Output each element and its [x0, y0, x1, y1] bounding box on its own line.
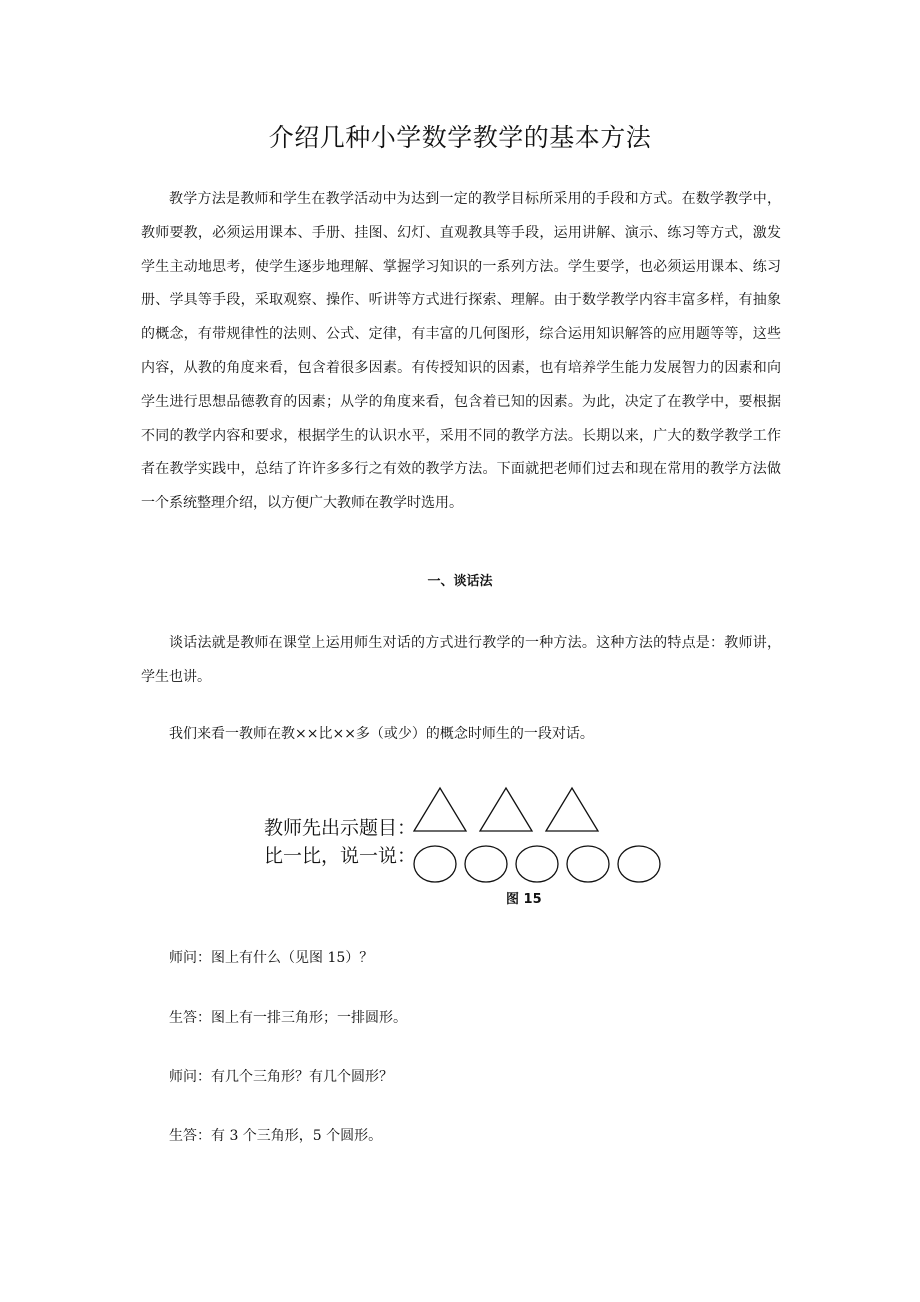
figure-caption: 图 15 — [506, 892, 542, 907]
talk-method-paragraph: 谈话法就是教师在课堂上运用师生对话的方式进行教学的一种方法。这种方法的特点是：教师讲，学生也讲。 — [141, 635, 781, 685]
circle-shape — [618, 846, 660, 882]
document-title: 介绍几种小学数学教学的基本方法 — [268, 123, 652, 152]
circle-row — [414, 846, 660, 882]
intro-paragraph: 教学方法是教师和学生在教学活动中为达到一定的教学目标所采用的手段和方式。在数学教学中，教师要教，必须运用课本、手册、挂图、幻灯、直观教具等手段，运用讲解、演示、练习等方式，激发学生主动地思考，使学生逐步地理解、掌握学习知识的一系列方法。学生要学，也必须运用课本、练习册、学具等手段，采取观察、操作、听讲等方式进行探索、理解。由于数学教学内容丰富多样，有抽象的概念，有带规律性的法则、公式、定律，有丰富的几何图形，综合运用知识解答的应用题等等，这些内容，从教的角度来看，包含着很多因素。有传授知识的因素，也有培养学生能力发展智力的因素和向学生进行思想品德教育的因素；从学的角度来看，包含着已知的因素。为此，决定了在教学中，要根据不同的教学内容和要求，根据学生的认识水平，采用不同的教学方法。长期以来，广大的数学教学工作者在教学实践中，总结了许许多多行之有效的教学方法。下面就把老师们过去和现在常用的教学方法做一个系统整理介绍，以方便广大教师在教学时选用。 — [141, 191, 781, 512]
triangle-shape — [546, 788, 598, 831]
triangle-row — [414, 788, 598, 831]
dialogue-line: 生答：图上有一排三角形；一排圆形。 — [169, 1010, 407, 1026]
triangle-shape — [480, 788, 532, 831]
dialogue-line: 师问：有几个三角形？有几个圆形？ — [169, 1069, 393, 1085]
dialogue-line: 生答：有 3 个三角形，5 个圆形。 — [169, 1128, 383, 1144]
circle-shape — [465, 846, 507, 882]
circle-shape — [414, 846, 456, 882]
example-intro-paragraph: 我们来看一教师在教××比××多（或少）的概念时师生的一段对话。 — [169, 726, 594, 742]
triangle-shape — [414, 788, 466, 831]
section-heading-talk-method: 一、谈话法 — [427, 574, 493, 589]
figure-prompt-line-2: 比一比，说一说： — [264, 845, 417, 867]
circle-shape — [567, 846, 609, 882]
dialogue-line: 师问：图上有什么（见图 15）？ — [169, 950, 374, 966]
circle-shape — [516, 846, 558, 882]
figure-15 — [256, 780, 676, 915]
figure-prompt-line-1: 教师先出示题目： — [264, 817, 417, 839]
